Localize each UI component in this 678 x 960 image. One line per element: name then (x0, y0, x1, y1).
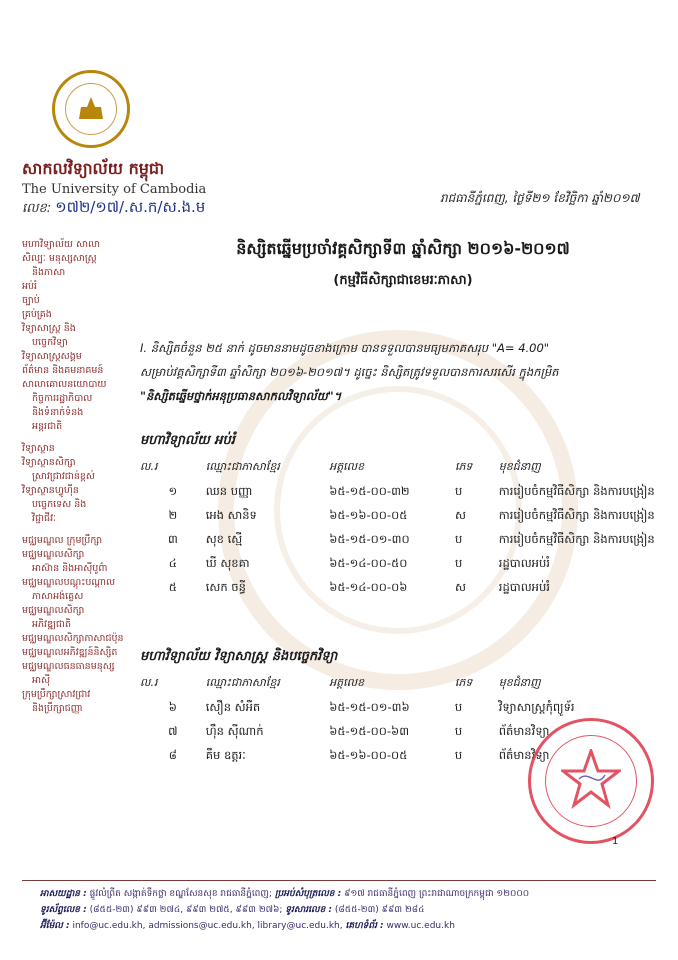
sidebar-item: អាស៊ី (32, 675, 51, 686)
sidebar-item: វិទ្យាសាស្ត្រ និង (22, 323, 76, 334)
star-icon (561, 749, 621, 809)
phone-value: (៨៥៥-២៣) ៩៩៣ ២៧៤, ៩៩៣ ២៧៥, ៩៩៣ ២៧៦; (89, 905, 283, 915)
cell-major: រដ្ឋបាលអប់រំ (498, 579, 550, 594)
sidebar-item: អភិវឌ្ឍជាតិ (32, 619, 72, 630)
cell-sex: ប (454, 531, 463, 546)
table-row (140, 504, 678, 528)
website-link[interactable]: www.uc.edu.kh (386, 921, 455, 931)
intro-line-3: "និស្សិតឆ្នើមថ្នាក់អនុប្រធានសាកលវិទ្យាល័យ"។ (140, 389, 342, 403)
page-subtitle: (កម្មវិធីសិក្សាជាខេមរៈភាសា) (333, 273, 473, 288)
temple-icon (77, 97, 105, 119)
intro-line-2: សម្រាប់វគ្គសិក្សាទី៣ ឆ្នាំសិក្សា ២០១៦-២០១៧។ ដូច្នេះ និស្សិតត្រូវទទួលបានការសរសើរ ក្នុងកម្រិត (140, 365, 559, 379)
cell-sex: ប (454, 483, 463, 498)
sidebar-item: អន្តរជាតិ (32, 421, 63, 432)
email-value: info@uc.edu.kh, admissions@uc.edu.kh, library@uc.edu.kh, (72, 921, 343, 931)
cell-no: ៤ (168, 555, 177, 570)
column-header-no: ល.រ (140, 676, 158, 689)
page-title: និស្សិតឆ្នើមប្រចាំវគ្គសិក្សាទី៣ ឆ្នាំសិក្សា ២០១៦-២០១៧ (236, 239, 570, 258)
sidebar-item: អាស៊ាន និងអាស៊ីបូព៌ា (32, 563, 108, 574)
cell-no: ១ (168, 483, 178, 498)
sidebar-item: វិទ្យាស្ថានហ្វូហ៊ីន (22, 485, 79, 496)
cell-name: ឃី សុខគា (205, 555, 250, 570)
sidebar-item: មជ្ឈមណ្ឌលអភិវឌ្ឍន៍និស្សិត (22, 647, 118, 658)
document-date: រាជធានីភ្នំពេញ, ថ្ងៃទី២១ ខែវិច្ឆិកា ឆ្នាំ២០១៧ (440, 191, 640, 205)
sidebar-item: បច្ចេកវិទ្យា (32, 337, 68, 348)
table-row (140, 696, 678, 720)
footer-contact (40, 886, 660, 934)
fax-label: ទូរសារលេខ : (285, 905, 333, 915)
table-row (140, 480, 678, 504)
pobox-value: ៩១៧ រាជធានីភ្នំពេញ ព្រះរាជាណាចក្រកម្ពុជា ១២០០០ (344, 889, 530, 899)
cell-id: ៦៥-១៤-០០-០៦ (329, 579, 408, 594)
cell-major: ព័ត៌មានវិទ្យា (498, 723, 550, 738)
student-table-education (140, 456, 678, 600)
sidebar-item: ក្រុមប្រឹក្សាស្រាវជ្រាវ (22, 689, 91, 700)
reference-label: លេខ: (22, 201, 52, 216)
sidebar-item: បច្ចេកទេស និង (32, 499, 87, 510)
cell-no: ៣ (167, 531, 178, 546)
sidebar-item: ភាសាអង់គ្លេស (32, 591, 84, 602)
sidebar-item: កិច្ចការរដ្ឋាភិបាល (32, 393, 93, 404)
sidebar-item: មហាវិទ្យាល័យ សាលា (22, 239, 101, 250)
cell-no: ២ (168, 507, 178, 522)
sidebar-item: ច្បាប់ (22, 295, 40, 306)
cell-name: ឈន បញ្ញា (205, 483, 253, 498)
sidebar-departments (22, 238, 132, 716)
cell-name: អេង សានិទ (205, 507, 257, 522)
reference-value: ១៧២/១៧/.ស.ក/ស.ង.ម (55, 198, 206, 216)
cell-id: ៦៥-១៤-០០-៥០ (329, 555, 408, 570)
cell-no: ៦ (168, 699, 177, 714)
cell-major: ការរៀបចំកម្មវិធីសិក្សា និងការបង្រៀន (498, 531, 655, 546)
sidebar-gap (22, 434, 132, 442)
cell-id: ៦៥-១៥-០០-៣២ (329, 483, 410, 498)
fax-value: (៨៥៥-២៣) ៩៩៣ ២៨៤ (334, 905, 425, 915)
sidebar-item: មជ្ឈមណ្ឌលសិក្សា (22, 605, 85, 616)
sidebar-item: អប់រំ (22, 281, 38, 292)
cell-id: ៦៥-១៥-០០-៦៣ (329, 723, 410, 738)
sidebar-gap (22, 526, 132, 534)
cell-name: សឿន សំអឺត (205, 699, 261, 714)
cell-name: សុខ ស្មើ (205, 531, 243, 546)
cell-no: ៥ (168, 579, 177, 594)
university-logo (52, 70, 130, 148)
cell-id: ៦៥-១៦-០០-០៥ (329, 747, 408, 762)
address-value: ផ្លូវលំព្រីត សង្កាត់ទឹកថ្លា ខណ្ឌសែនសុខ រាជធានីភ្នំពេញ; (89, 889, 272, 899)
sidebar-item: ស្រាវជ្រាវជាន់ខ្ពស់ (32, 471, 95, 482)
sidebar-item: និងភាសា (32, 267, 66, 278)
sidebar-item: សាលាគោលនយោបាយ (22, 379, 107, 390)
table-row (140, 576, 678, 600)
cell-id: ៦៥-១៥-០១-៣០ (329, 531, 410, 546)
column-header-name: ឈ្មោះជាភាសាខ្មែរ (205, 460, 280, 473)
section-heading: មហាវិទ្យាល័យ អប់រំ (140, 433, 235, 448)
sidebar-item: មជ្ឈមណ្ឌលសិក្សា (22, 549, 85, 560)
cell-no: ៧ (168, 723, 178, 738)
table-row (140, 552, 678, 576)
pobox-label: ប្រអប់សំបុត្រលេខ : (274, 889, 342, 899)
cell-sex: ប (454, 723, 463, 738)
university-name-english: The University of Cambodia (22, 182, 207, 197)
cell-major: ការរៀបចំកម្មវិធីសិក្សា និងការបង្រៀន (498, 507, 655, 522)
column-header-no: ល.រ (140, 460, 158, 473)
column-header-sex: ភេទ (454, 460, 473, 473)
sidebar-item: វិទ្យាស្ថាន (22, 443, 55, 454)
cell-major: វិទ្យាសាស្ត្រកុំព្យូទ័រ (498, 699, 575, 714)
university-name-khmer: សាកលវិទ្យាល័យ កម្ពុជា (22, 159, 165, 178)
cell-sex: ស (454, 507, 466, 522)
table-row (140, 528, 678, 552)
sidebar-item: និងទំនាក់ទំនង (32, 407, 84, 418)
sidebar-item: វិទ្យាស្ថានសិក្សា (22, 457, 76, 468)
address-label: អាសយដ្ឋាន : (40, 889, 87, 899)
column-header-id: អត្តលេខ (329, 676, 365, 689)
page-number: 1 (612, 836, 619, 847)
table-header-row (140, 672, 678, 696)
column-header-major: មុខជំនាញ (498, 676, 541, 689)
website-label: គេហទំព័រ : (345, 921, 384, 931)
footer-divider (22, 880, 656, 881)
sidebar-item: វិទ្យាសាស្ត្រសង្គម (22, 351, 82, 362)
cell-no: ៨ (168, 747, 177, 762)
section-heading: មហាវិទ្យាល័យ វិទ្យាសាស្ត្រ និងបច្ចេកវិទ្យា (140, 649, 338, 664)
sidebar-item: មជ្ឈមណ្ឌលបណ្តុះបណ្តាល (22, 577, 116, 588)
reference-number (22, 198, 205, 220)
sidebar-item: សិល្បៈ មនុស្សសាស្ត្រ (22, 253, 97, 264)
cell-name: ហ៊ឹន ស៊ីណាក់ (205, 723, 264, 738)
cell-major: ការរៀបចំកម្មវិធីសិក្សា និងការបង្រៀន (498, 483, 655, 498)
email-label: អ៊ីម៉ែល : (40, 921, 70, 931)
cell-name: សេក ចន្ធី (205, 579, 246, 594)
phone-label: ទូរស័ព្ទលេខ : (40, 905, 87, 915)
sidebar-item: វិជ្ជាជីវៈ (32, 513, 57, 524)
cell-id: ៦៥-១៦-០០-០៥ (329, 507, 408, 522)
column-header-id: អត្តលេខ (329, 460, 365, 473)
cell-id: ៦៥-១៥-០១-៣៦ (329, 699, 410, 714)
sidebar-item: មជ្ឈមណ្ឌលសិក្សាភាសាជប៉ុន (22, 633, 124, 644)
column-header-name: ឈ្មោះជាភាសាខ្មែរ (205, 676, 280, 689)
cell-major: រដ្ឋបាលអប់រំ (498, 555, 550, 570)
cell-sex: ស (454, 579, 466, 594)
table-header-row (140, 456, 678, 480)
cell-sex: ប (454, 747, 463, 762)
cell-major: ព័ត៌មានវិទ្យា (498, 747, 550, 762)
column-header-major: មុខជំនាញ (498, 460, 541, 473)
cell-name: គឹម ឧត្តរៈ (205, 747, 246, 762)
official-stamp (528, 718, 654, 844)
sidebar-item: និងប្រឹក្សាជញ្ញា (32, 703, 83, 714)
intro-line-1: I. និស្សិតចំនួន ២៥ នាក់ ដូចមាននាមដូចខាងក្រោម បានទទួលបានមធ្យមភាគសរុប "A= 4.00" (140, 341, 550, 355)
cell-sex: ប (454, 699, 463, 714)
intro-paragraph (140, 336, 640, 408)
sidebar-item: មជ្ឈមណ្ឌលធនធានមនុស្ស (22, 661, 115, 672)
sidebar-item: មជ្ឈមណ្ឌល ក្រុមប្រឹក្សា (22, 535, 103, 546)
column-header-sex: ភេទ (454, 676, 473, 689)
sidebar-item: គ្រប់គ្រង (22, 309, 52, 320)
cell-sex: ប (454, 555, 463, 570)
sidebar-item: ព័ត៌មាន និងគមនាគមន៍ (22, 365, 104, 376)
